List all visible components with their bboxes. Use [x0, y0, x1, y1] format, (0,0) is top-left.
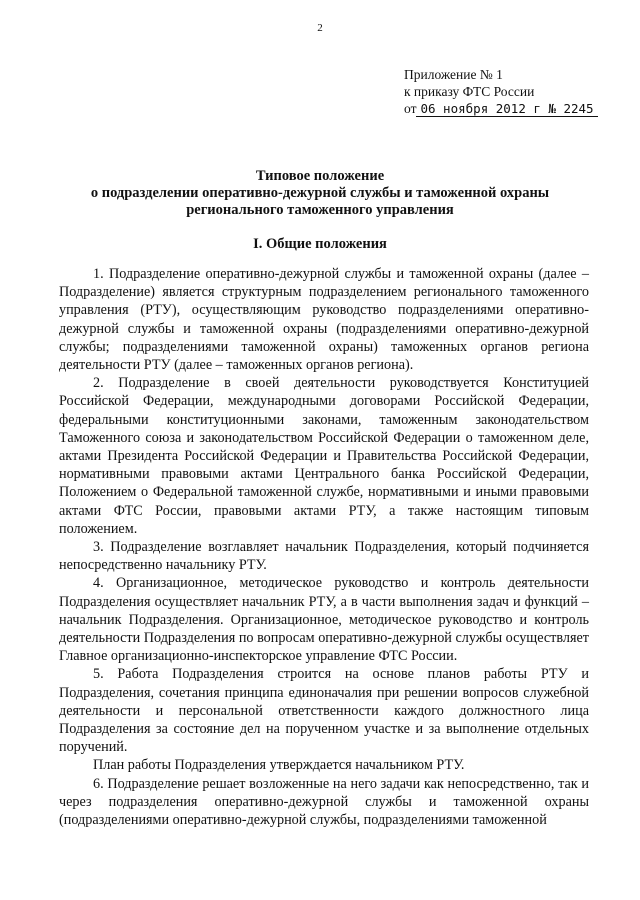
- title-line-1: Типовое положение: [255, 168, 385, 184]
- appendix-block: [404, 66, 624, 117]
- order-date-number: 06 ноября 2012 г № 2245: [416, 101, 597, 117]
- title-line-2: о подразделении оперативно-дежурной службы и таможенной охраны: [90, 185, 550, 201]
- document-title: [40, 168, 600, 219]
- paragraph-2: 2. Подразделение в своей деятельности руководствуется Конституцией Российской Федерации, международными договорами Российской Федерации, федеральными конституционными законами, таможенным законодательством Таможенного союза и законодательством Российской Федерации о таможенном деле, актами Президента Российской Федерации и Правительства Российской Федерации, нормативными правовыми актами Центрального банка Российской Федерации, Положением о Федеральной таможенной службе, нормативными и иными правовыми актами ФТС России, правовыми актами РТУ, а также настоящим типовым положением.: [59, 375, 589, 537]
- paragraph-5-plan: План работы Подразделения утверждается начальником РТУ.: [93, 757, 465, 774]
- section-heading: I. Общие положения: [253, 236, 387, 252]
- paragraph-3: 3. Подразделение возглавляет начальник Подразделения, который подчиняется непосредственно начальнику РТУ.: [59, 539, 589, 574]
- appendix-line-1: Приложение № 1: [404, 67, 503, 82]
- paragraph-1: 1. Подразделение оперативно-дежурной службы и таможенной охраны (далее – Подразделение) является структурным подразделением регионального таможенного управления (РТУ), осуществляющим руководство подразделениями оперативно-дежурной службы и таможенной охраны (подразделениями оперативно-дежурной службы; подразделениями таможенной охраны) таможенных органов региона деятельности РТУ (далее – таможенных органов региона).: [59, 266, 589, 374]
- paragraph-5: 5. Работа Подразделения строится на основе планов работы РТУ и Подразделения, сочетания принципа единоначалия при решении вопросов служебной деятельности и персональной ответственности каждого должностного лица Подразделения за состояние дел на порученном участке и за выполнение отдельных поручений.: [59, 666, 589, 756]
- appendix-line-2: к приказу ФТС России: [404, 84, 535, 99]
- page-number: 2: [317, 22, 323, 34]
- appendix-line-3: [404, 100, 624, 117]
- appendix-date-prefix: от: [404, 101, 417, 116]
- body-text: [59, 265, 589, 829]
- paragraph-4: 4. Организационное, методическое руководство и контроль деятельности Подразделения осуществляет начальник РТУ, а в части выполнения задач и функций – начальник Подразделения. Организационное, методическое руководство и контроль деятельности Подразделения по вопросам оперативно-дежурной службы осуществляет Главное организационно-инспекторское управление ФТС России.: [59, 575, 589, 665]
- title-line-3: регионального таможенного управления: [186, 202, 454, 218]
- paragraph-6: 6. Подразделение решает возложенные на него задачи как непосредственно, так и через подразделения оперативно-дежурной службы и таможенной охраны (подразделениями оперативно-дежурной службы, подразделениями таможенной: [59, 775, 589, 829]
